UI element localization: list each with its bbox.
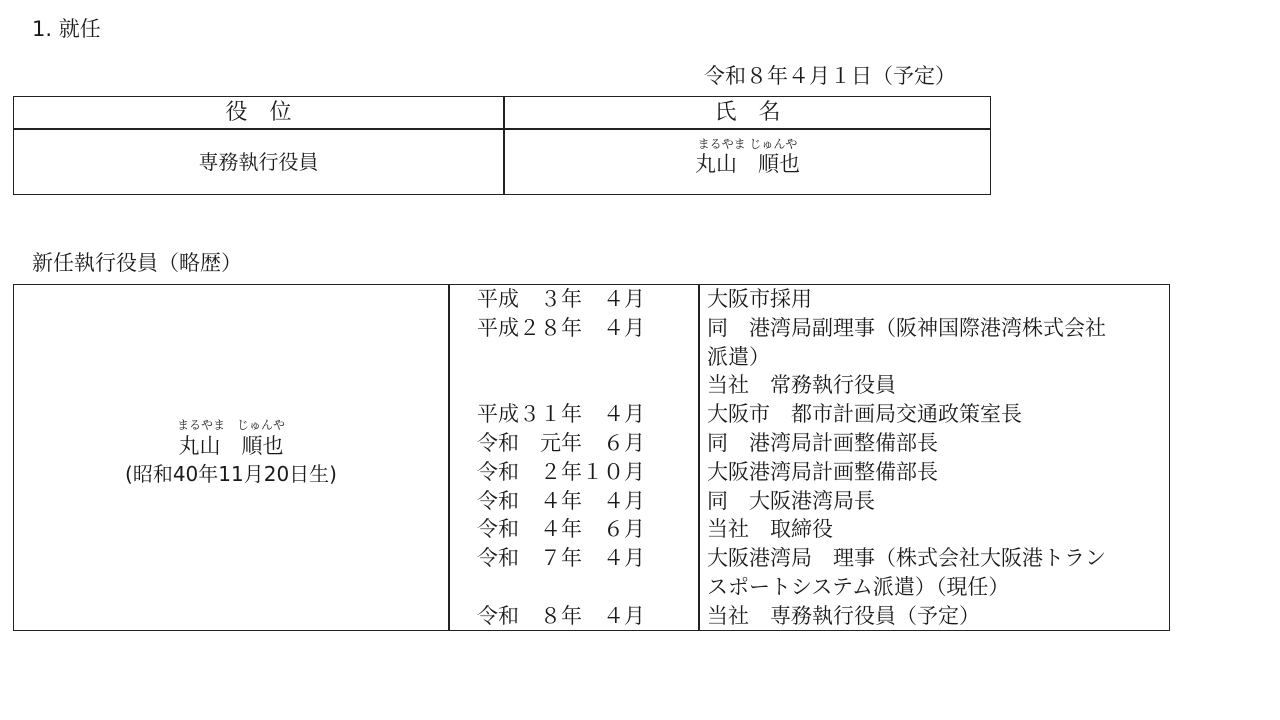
- career-row: [477, 544, 1167, 602]
- appointment-date: 令和８年４月１日（予定）: [704, 64, 956, 88]
- career-row: [477, 602, 1167, 631]
- career-list: [477, 285, 1167, 631]
- career-date: 令和 ８年 ４月: [477, 603, 645, 628]
- career-date: 令和 ４年 ４月: [477, 488, 645, 513]
- header-name: 氏名: [714, 100, 803, 125]
- career-position: 大阪市 都市計画局交通政策室長: [707, 402, 1022, 427]
- career-date: 令和 元年 ６月: [477, 430, 645, 455]
- section-heading: 1. 就任: [32, 17, 101, 41]
- name-reading: まるやま じゅんや: [697, 137, 798, 151]
- career-date: 令和 ４年 ６月: [477, 517, 645, 542]
- name-reading: まるやま じゅんや: [176, 418, 285, 432]
- career-position: 大阪港湾局計画整備部長: [707, 459, 938, 484]
- birth-date: (昭和40年11月20日生): [125, 462, 337, 486]
- career-position: 大阪市採用: [707, 287, 812, 311]
- career-date: 令和 ７年 ４月: [477, 546, 645, 571]
- career-row: [477, 285, 1167, 314]
- career-row: [477, 458, 1167, 487]
- career-position: 大阪港湾局 理事（株式会社大阪港トラン スポートシステム派遣）（現任）: [707, 546, 1106, 599]
- career-date: 令和 ２年１０月: [477, 459, 645, 484]
- career-position: 同 港湾局計画整備部長: [707, 430, 938, 455]
- career-table: [13, 284, 1170, 631]
- header-role: 役位: [225, 100, 314, 125]
- appointment-table: [13, 96, 991, 195]
- career-heading: 新任執行役員（略歴）: [32, 251, 242, 275]
- career-row: [477, 400, 1167, 429]
- table-divider: [448, 285, 450, 630]
- career-position: 同 港湾局副理事（阪神国際港湾株式会社 派遣） 当社 常務執行役員: [707, 315, 1106, 398]
- person-name: 丸山 順也: [178, 434, 284, 458]
- career-row: [477, 515, 1167, 544]
- career-position: 当社 取締役: [707, 517, 833, 542]
- appointment-name-cell: [505, 130, 990, 194]
- person-cell: [14, 417, 448, 488]
- career-date: 平成２８年 ４月: [477, 315, 645, 340]
- career-position: 当社 専務執行役員（予定）: [707, 603, 980, 628]
- career-row: [477, 429, 1167, 458]
- career-date: 平成３１年 ４月: [477, 402, 645, 427]
- career-date: 平成 ３年 ４月: [477, 287, 645, 311]
- career-row: [477, 314, 1167, 400]
- appointment-role: 専務執行役員: [198, 150, 319, 174]
- career-position: 同 大阪港湾局長: [707, 488, 875, 513]
- person-name: 丸山 順也: [695, 152, 800, 176]
- career-row: [477, 487, 1167, 516]
